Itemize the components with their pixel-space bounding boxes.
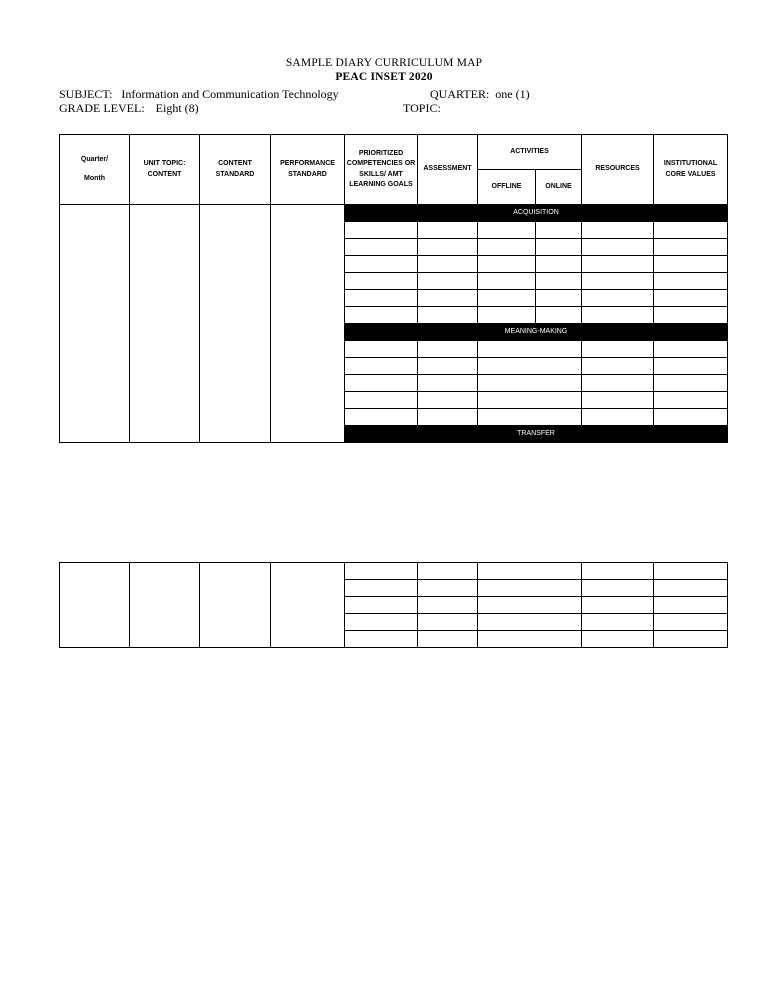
cell-content-standard[interactable] <box>200 205 271 443</box>
subject-value: Information and Communication Technology <box>121 87 339 101</box>
document-title: SAMPLE DIARY CURRICULUM MAP <box>285 57 483 69</box>
cell-content-standard[interactable] <box>200 563 271 648</box>
subject-label: SUBJECT: <box>59 87 113 101</box>
header-assessment: ASSESSMENT <box>418 135 478 205</box>
band-row <box>60 205 728 222</box>
topic-line <box>403 101 441 116</box>
header-online: ONLINE <box>536 170 582 205</box>
quarter-line <box>430 87 530 102</box>
document-subtitle: PEAC INSET 2020 <box>335 71 433 83</box>
header-activities: ACTIVITIES <box>478 135 582 170</box>
section-acquisition: ACQUISITION <box>345 205 728 222</box>
topic-label: TOPIC: <box>403 101 441 115</box>
header-unit-topic: UNIT TOPIC: CONTENT <box>130 135 200 205</box>
grade-level-label: GRADE LEVEL: <box>59 101 145 115</box>
grade-level-value: Eight (8) <box>155 101 199 115</box>
header-row <box>60 135 728 170</box>
header-offline: OFFLINE <box>478 170 536 205</box>
curriculum-map-table <box>59 134 728 443</box>
cell-unit-topic[interactable] <box>130 563 200 648</box>
subject-line <box>59 87 339 102</box>
curriculum-map-continuation-table <box>59 562 728 648</box>
header-quarter-month: Quarter/ Month <box>60 135 130 205</box>
cell-unit-topic[interactable] <box>130 205 200 443</box>
quarter-value: one (1) <box>495 87 530 101</box>
cell-performance-standard[interactable] <box>271 563 345 648</box>
cell-quarter[interactable] <box>60 205 130 443</box>
cell-quarter[interactable] <box>60 563 130 648</box>
header-core-values: INSTITUTIONAL CORE VALUES <box>654 135 728 205</box>
table-row <box>60 563 728 580</box>
header-resources: RESOURCES <box>582 135 654 205</box>
section-meaning-making: MEANING-MAKING <box>345 324 728 341</box>
section-transfer: TRANSFER <box>345 426 728 443</box>
header-content-standard: CONTENT STANDARD <box>200 135 271 205</box>
header-performance-standard: PERFORMANCE STANDARD <box>271 135 345 205</box>
cell-performance-standard[interactable] <box>271 205 345 443</box>
header-competencies: PRIORITIZED COMPETENCIES OR SKILLS/ AMT LEARNING GOALS <box>345 135 418 205</box>
grade-level-line <box>59 101 199 116</box>
quarter-label: QUARTER: <box>430 87 490 101</box>
